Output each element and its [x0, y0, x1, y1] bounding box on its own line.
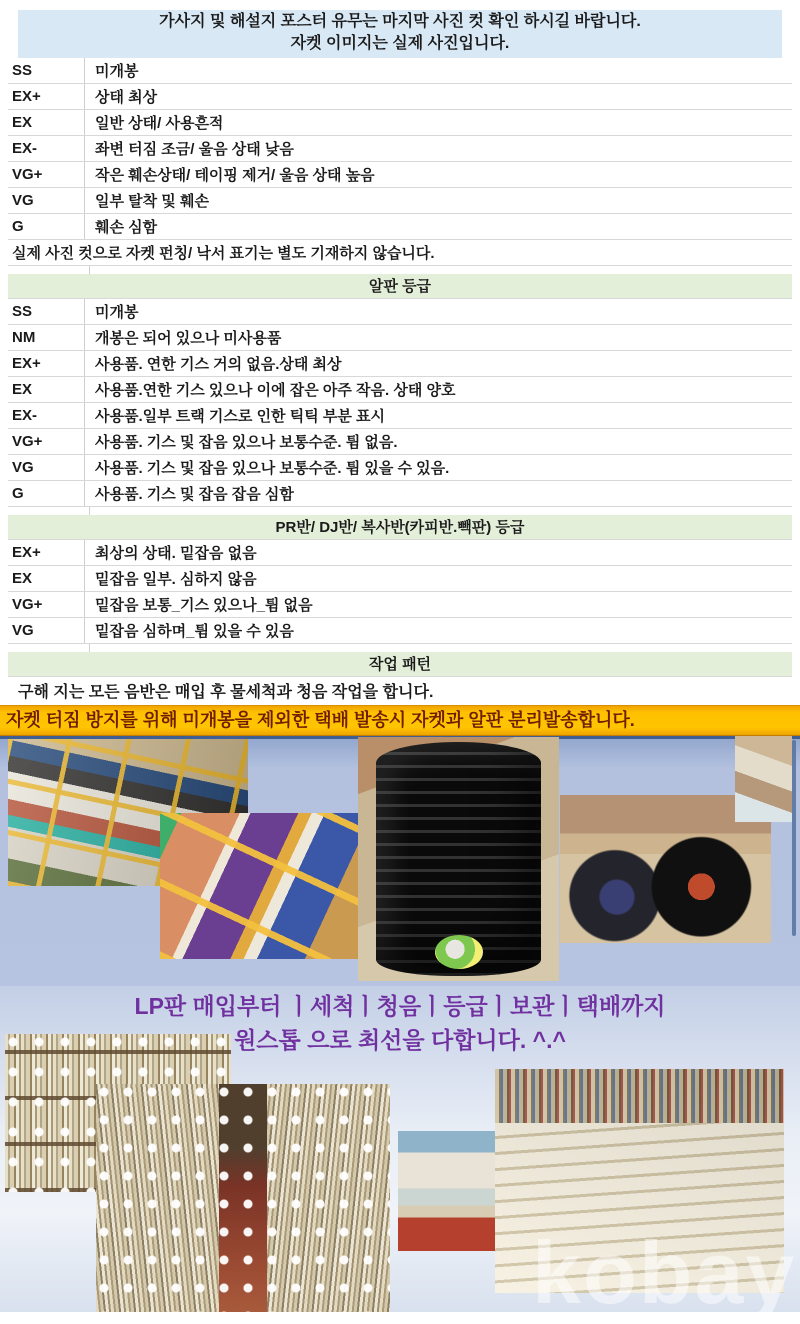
grade-description: 개봉은 되어 있으나 미사용품 — [95, 330, 282, 347]
notice-header — [18, 10, 782, 58]
work-pattern-line: 구해 지는 모든 음반은 매입 후 물세척과 청음 작업을 합니다. — [18, 683, 434, 701]
pr-grade-title: PR반/ DJ반/ 복사반(카피반.빽판) 등급 — [8, 515, 792, 540]
table-spacer — [8, 507, 792, 515]
scrollbar-thumb[interactable] — [792, 740, 796, 936]
grade-description: 훼손 심함 — [95, 219, 158, 236]
washed-records-stack-photo — [358, 737, 559, 981]
grade-description: 미개봉 — [95, 63, 139, 80]
kobay-watermark: kobay — [532, 1223, 797, 1322]
table-spacer — [8, 644, 792, 652]
lp-shelf-aisle-photo — [96, 1084, 390, 1312]
grade-code: G — [8, 481, 85, 506]
notice-line-2: 자켓 이미지는 실제 사진입니다. — [290, 35, 510, 52]
grade-description: 미개봉 — [95, 304, 139, 321]
grade-description: 사용품.연한 기스 있으나 이에 잡은 아주 작음. 상태 양호 — [95, 382, 456, 399]
table-row — [8, 403, 792, 429]
grade-description: 상태 최상 — [95, 89, 158, 106]
table-row — [8, 58, 792, 84]
grade-code: EX- — [8, 403, 85, 428]
partial-photo-edge — [735, 736, 792, 822]
slogan-line-2: 원스톱 으로 최선을 다합니다. ^.^ — [234, 1027, 566, 1053]
grade-code: SS — [8, 58, 85, 83]
jacket-grade-table — [8, 58, 792, 240]
slogan-line-1: LP판 매입부터 ㅣ세척ㅣ청음ㅣ등급ㅣ보관ㅣ택배까지 — [134, 993, 666, 1019]
table-row — [8, 566, 792, 592]
pr-grade-table — [8, 540, 792, 644]
grade-code: VG — [8, 455, 85, 480]
grade-code: VG+ — [8, 162, 85, 187]
grade-code: EX+ — [8, 351, 85, 376]
grade-description: 밑잡음 일부. 심하지 않음 — [95, 571, 257, 588]
grade-code: EX+ — [8, 84, 85, 109]
shipping-notice-banner: 자켓 터짐 방지를 위해 미개봉을 제외한 택배 발송시 자켓과 알판 분리발송합니다. — [0, 705, 800, 736]
table-row — [8, 429, 792, 455]
grade-description: 사용품. 기스 및 잡음 있으나 보통수준. 튐 있을 수 있음. — [95, 460, 450, 477]
grade-description: 작은 훼손상태/ 테이핑 제거/ 울음 상태 높음 — [95, 167, 375, 184]
table-row — [8, 188, 792, 214]
table-spacer — [8, 266, 792, 274]
grade-description: 일부 탈착 및 훼손 — [95, 193, 209, 210]
table-row — [8, 136, 792, 162]
grade-description: 일반 상태/ 사용흔적 — [95, 115, 224, 132]
grade-code: EX — [8, 377, 85, 402]
grade-description: 최상의 상태. 밑잡음 없음 — [95, 545, 257, 562]
table-row — [8, 481, 792, 507]
work-pattern-title: 작업 패턴 — [8, 652, 792, 677]
grade-code: VG+ — [8, 592, 85, 617]
table-row — [8, 84, 792, 110]
grade-description: 밑잡음 보통_기스 있으나_튐 없음 — [95, 597, 313, 614]
grade-code: VG — [8, 188, 85, 213]
grade-description: 밑잡음 심하며_튐 있을 수 있음 — [95, 623, 294, 640]
grade-description: 사용품. 연한 기스 거의 없음.상태 최상 — [95, 356, 342, 373]
grade-code: VG+ — [8, 429, 85, 454]
grade-code: EX- — [8, 136, 85, 161]
grade-code: SS — [8, 299, 85, 324]
grade-code: EX+ — [8, 540, 85, 565]
disc-grade-table — [8, 299, 792, 507]
grade-description: 사용품. 기스 및 잡음 잡음 심함 — [95, 486, 294, 503]
grade-code: NM — [8, 325, 85, 350]
grade-code: EX — [8, 110, 85, 135]
table-row — [8, 455, 792, 481]
one-stop-slogan — [0, 989, 800, 1057]
table-row — [8, 214, 792, 240]
grade-description: 사용품. 기스 및 잡음 있으나 보통수준. 튐 없음. — [95, 434, 398, 451]
table-row — [8, 110, 792, 136]
jacket-table-note: 실제 사진 컷으로 자켓 펀칭/ 낙서 표기는 별도 기재하지 않습니다. — [8, 240, 792, 266]
table-row — [8, 162, 792, 188]
grade-description: 좌변 터짐 조금/ 울음 상태 낮음 — [95, 141, 294, 158]
disc-grade-title: 알판 등급 — [8, 274, 792, 299]
table-row — [8, 325, 792, 351]
lp-crates-closeup-photo — [160, 813, 358, 959]
table-row — [8, 592, 792, 618]
table-row — [8, 377, 792, 403]
grade-code: G — [8, 214, 85, 239]
photo-collage-section — [0, 736, 800, 1322]
table-row — [8, 299, 792, 325]
grade-code: VG — [8, 618, 85, 643]
table-row — [8, 351, 792, 377]
notice-line-1: 가사지 및 해설지 포스터 유무는 마지막 사진 컷 확인 하시길 바랍니다. — [159, 13, 641, 30]
grade-code: EX — [8, 566, 85, 591]
grade-description: 사용품.일부 트랙 기스로 인한 틱틱 부분 표시 — [95, 408, 385, 425]
table-row — [8, 540, 792, 566]
record-label-shape — [435, 935, 483, 969]
table-row — [8, 618, 792, 644]
